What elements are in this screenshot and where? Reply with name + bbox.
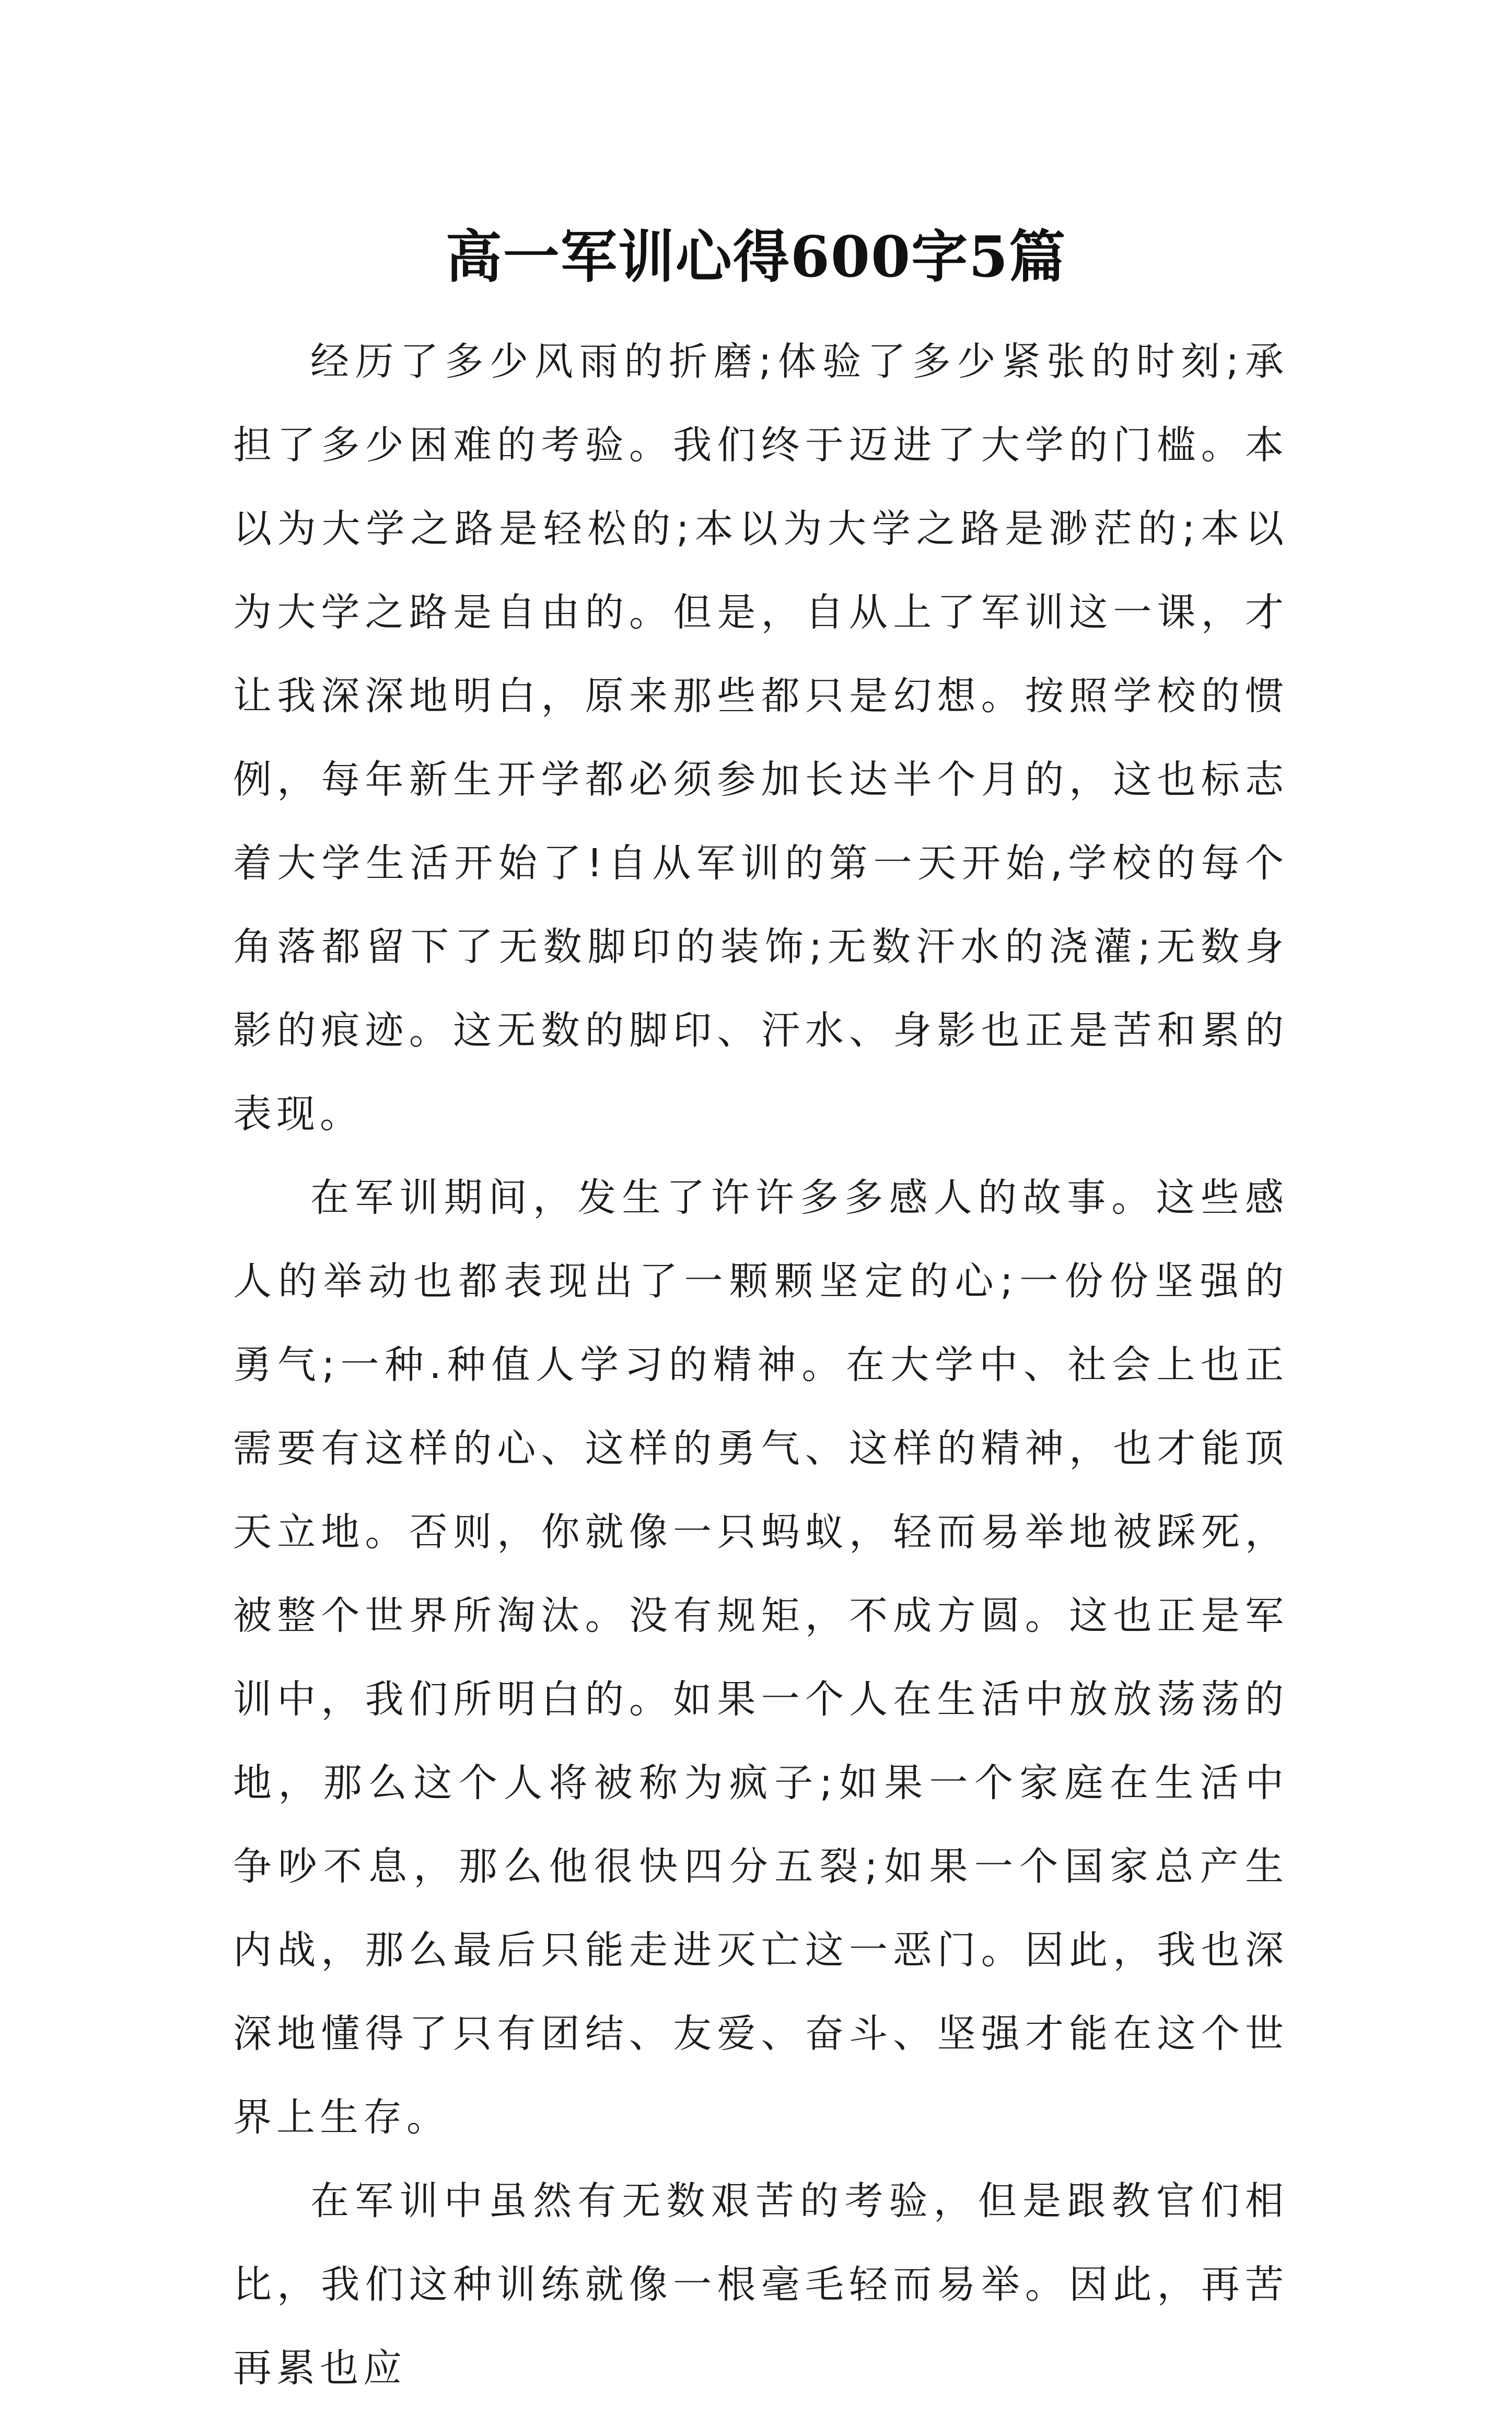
paragraph-3: 在军训中虽然有无数艰苦的考验，但是跟教官们相比，我们这种训练就像一根毫毛轻而易举。因此，再苦再累也应: [233, 2179, 1288, 2391]
document-body: [233, 320, 1288, 2410]
paragraph-2: 在军训期间，发生了许许多多感人的故事。这些感人的举动也都表现出了一颗颗坚定的心;一份份坚强的勇气;一种.种值人学习的精神。在大学中、社会上也正需要有这样的心、这样的勇气、这样的精神，也才能顶天立地。否则，你就像一只蚂蚁，轻而易举地被踩死，被整个世界所淘汰。没有规矩，不成方圆。这也正是军训中，我们所明白的。如果一个人在生活中放放荡荡的地，那么这个人将被称为疯子;如果一个家庭在生活中争吵不息，那么他很快四分五裂;如果一个国家总产生内战，那么最后只能走进灭亡这一恶门。因此，我也深深地懂得了只有团结、友爱、奋斗、坚强才能在这个世界上生存。: [233, 1175, 1288, 2140]
document-title: 高一军训心得600字5篇: [445, 224, 1067, 291]
paragraph-1: 经历了多少风雨的折磨;体验了多少紧张的时刻;承担了多少困难的考验。我们终于迈进了大学的门槛。本以为大学之路是轻松的;本以为大学之路是渺茫的;本以为大学之路是自由的。但是，自从上了军训这一课，才让我深深地明白，原来那些都只是幻想。按照学校的惯例，每年新生开学都必须参加长达半个月的，这也标志着大学生活开始了!自从军训的第一天开始,学校的每个角落都留下了无数脚印的装饰;无数汗水的浇灌;无数身影的痕迹。这无数的脚印、汗水、身影也正是苦和累的表现。: [233, 339, 1288, 1137]
